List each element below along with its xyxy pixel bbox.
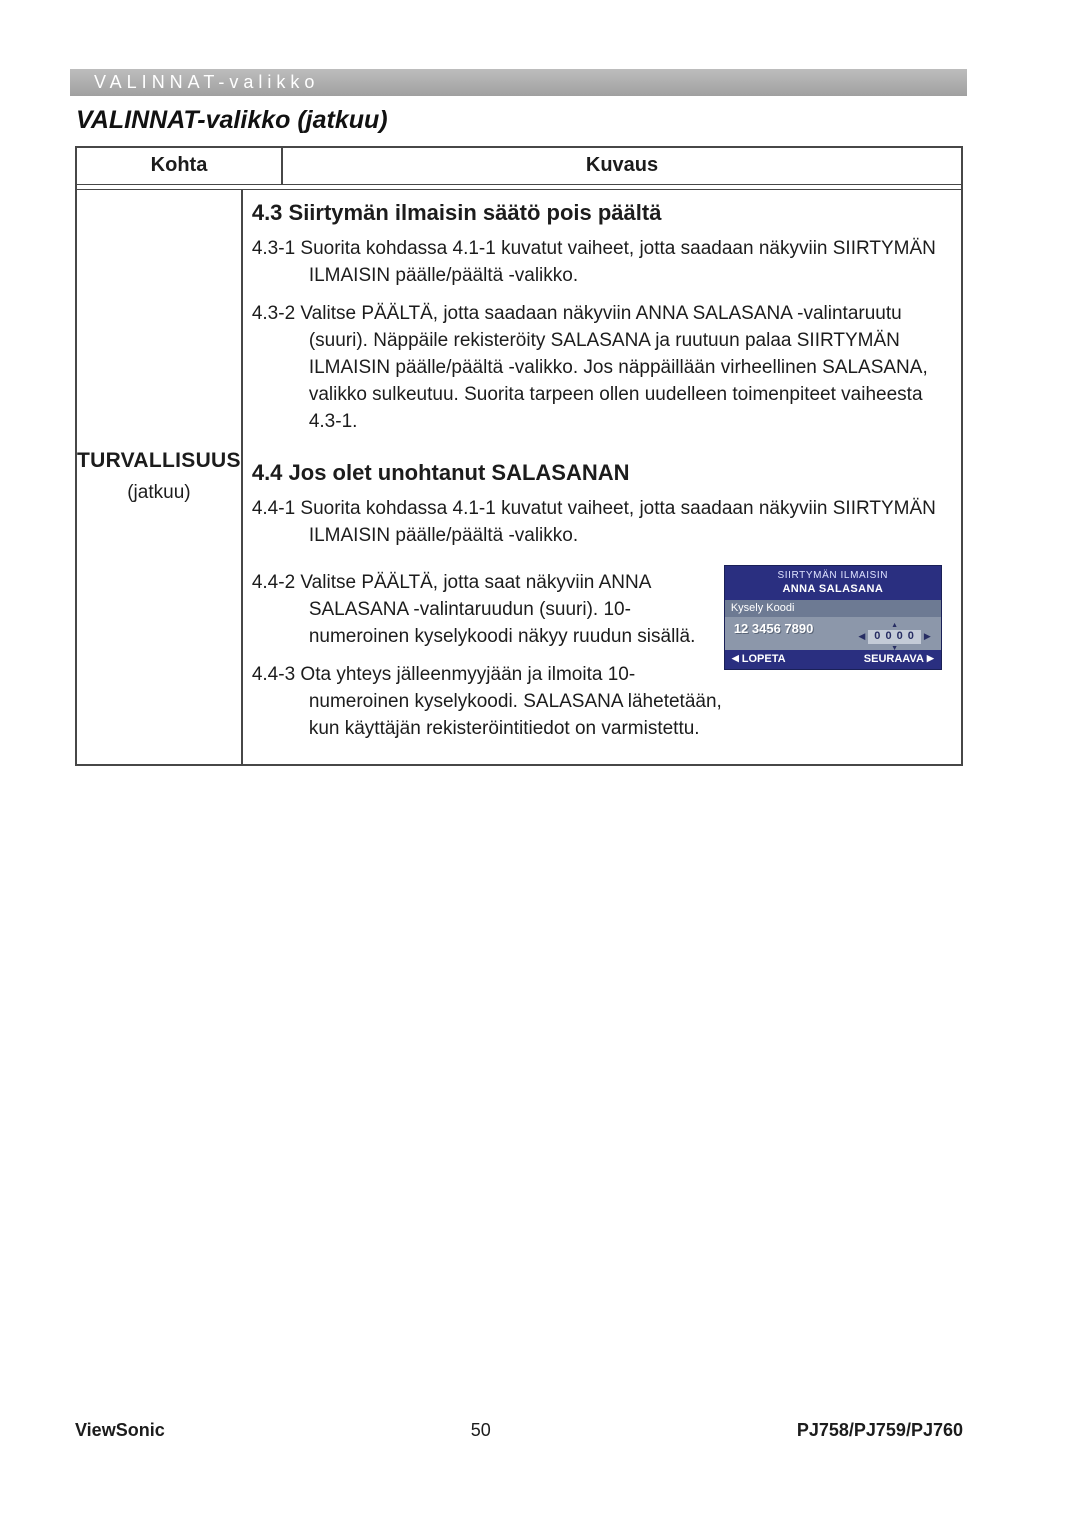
section-4-3 bbox=[252, 200, 942, 436]
page-footer bbox=[75, 1420, 963, 1441]
arrow-left-icon: ◀ bbox=[731, 653, 739, 664]
arrow-right-icon: ▶ bbox=[923, 631, 931, 642]
text-with-figure bbox=[252, 561, 942, 754]
page-title: VALINNAT-valikko (jatkuu) bbox=[76, 106, 388, 134]
arrow-up-icon: ▲ bbox=[891, 621, 899, 629]
password-input-value: 0 0 0 0 bbox=[868, 630, 921, 644]
step bbox=[252, 662, 724, 743]
step-text: Ota yhteys jälleenmyyjään ja ilmoita 10-numeroinen kyselykoodi. SALASANA lähetetään, kun käyttäjän rekisteröintitiedot on varmistettu. bbox=[300, 663, 722, 739]
step bbox=[252, 570, 724, 651]
exit-button-label: LOPETA bbox=[741, 652, 786, 665]
model-numbers: PJ758/PJ759/PJ760 bbox=[796, 1420, 963, 1440]
item-cell bbox=[77, 190, 243, 764]
step-text: Valitse PÄÄLTÄ, jotta saat näkyviin ANNA SALASANA -valintaruudun (suuri). 10-numeroinen kyselykoodi näkyy ruudun sisällä. bbox=[300, 571, 696, 647]
section-heading: 4.4 Jos olet unohtanut SALASANAN bbox=[251, 459, 630, 485]
step-number: 4.3-1 bbox=[251, 238, 296, 259]
step bbox=[252, 301, 942, 436]
item-name: TURVALLISUUS bbox=[77, 449, 241, 473]
arrow-down-icon: ▼ bbox=[891, 644, 899, 652]
osd-title-line2: ANNA SALASANA bbox=[782, 582, 884, 595]
section-4-4 bbox=[252, 460, 942, 754]
step-number: 4.4-3 bbox=[251, 663, 296, 685]
step-column bbox=[252, 561, 724, 754]
arrow-right-icon: ▶ bbox=[926, 653, 934, 664]
osd-dialog-figure bbox=[724, 565, 942, 670]
password-input-cluster bbox=[858, 621, 930, 653]
osd-title-line1: SIIRTYMÄN ILMAISIN bbox=[777, 569, 889, 581]
step bbox=[252, 496, 942, 550]
table-row bbox=[77, 190, 961, 764]
next-button-figure bbox=[864, 653, 934, 665]
osd-dialog-header bbox=[725, 566, 941, 600]
next-button-label: SEURAAVA bbox=[863, 652, 924, 665]
step-text: Suorita kohdassa 4.1-1 kuvatut vaiheet, jotta saadaan näkyviin SIIRTYMÄN ILMAISIN päälle/päältä -valikko. bbox=[300, 497, 936, 546]
arrow-left-icon: ◀ bbox=[858, 631, 866, 642]
page-number: 50 bbox=[470, 1420, 491, 1440]
section-heading: 4.3 Siirtymän ilmaisin säätö pois päältä bbox=[251, 200, 662, 225]
step-number: 4.4-1 bbox=[251, 497, 296, 519]
step-text: Valitse PÄÄLTÄ, jotta saadaan näkyviin ANNA SALASANA -valintaruutu (suuri). Näppäile rekisteröity SALASANA ja ruutuun palaa SIIRTYMÄN ILMAISIN päälle/päältä -valikko. Jos näppäillään virheellinen SALASANA, valikko sulkeutuu. Suorita tarpeen ollen uudelleen toimenpiteet vaiheesta 4.3-1. bbox=[300, 302, 928, 432]
column-header-description: Kuvaus bbox=[585, 154, 659, 176]
column-header-item: Kohta bbox=[77, 148, 283, 184]
content-table bbox=[75, 146, 963, 766]
osd-dialog-body bbox=[725, 600, 941, 650]
section-header-label: VALINNAT-valikko bbox=[94, 72, 320, 92]
exit-button-figure bbox=[732, 653, 786, 665]
inquiry-code-value: 12 3456 7890 bbox=[733, 620, 814, 636]
step-number: 4.3-2 bbox=[251, 302, 296, 324]
inquiry-code-label: Kysely Koodi bbox=[725, 600, 941, 617]
section-header-bar bbox=[70, 69, 967, 96]
brand-wordmark: ViewSonic bbox=[75, 1420, 165, 1440]
step-text: Suorita kohdassa 4.1-1 kuvatut vaiheet, jotta saadaan näkyviin SIIRTYMÄN ILMAISIN päälle/päältä -valikko. bbox=[300, 238, 936, 286]
step bbox=[252, 236, 942, 290]
item-suffix: (jatkuu) bbox=[127, 482, 191, 504]
password-input-row bbox=[858, 630, 930, 644]
description-cell bbox=[243, 190, 978, 764]
table-header-row bbox=[77, 148, 961, 184]
step-number: 4.4-2 bbox=[251, 571, 296, 593]
